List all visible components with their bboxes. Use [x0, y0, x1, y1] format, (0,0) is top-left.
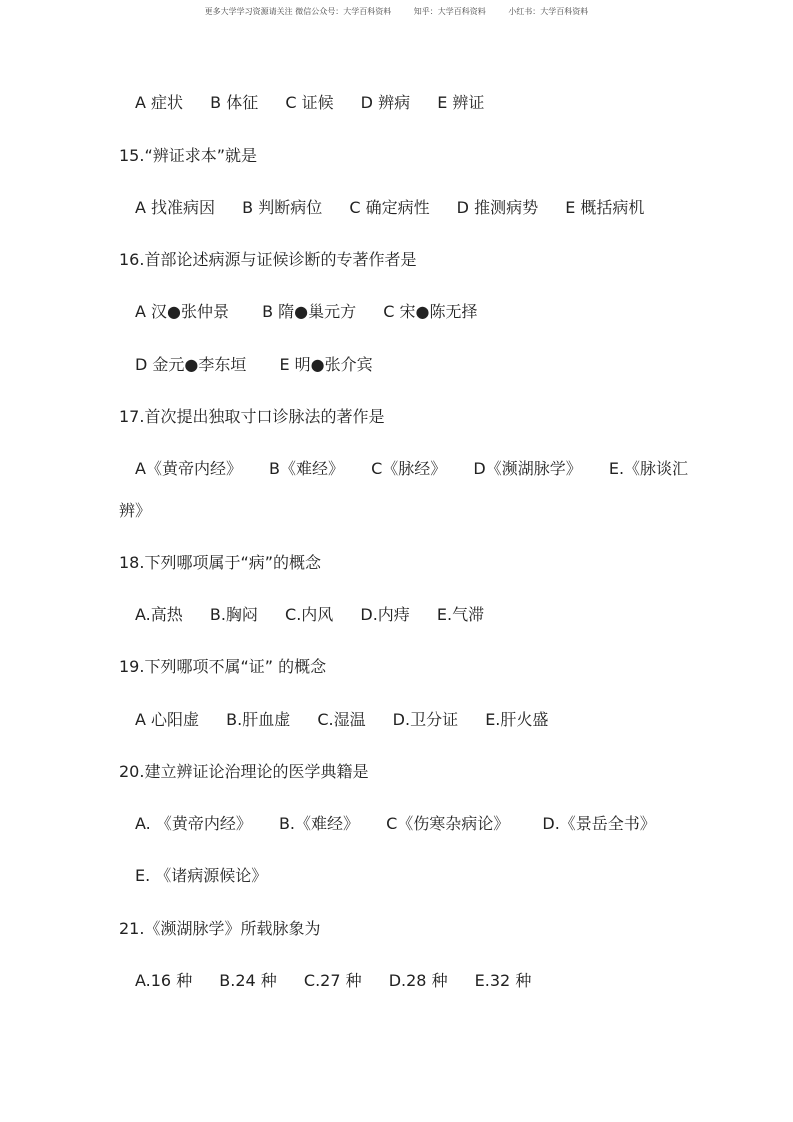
q17-option-e-continuation: 辨》	[119, 501, 152, 520]
option-d: D.卫分证	[392, 710, 459, 729]
q20-options	[135, 814, 678, 834]
option-d: D 辨病	[360, 93, 411, 112]
option-d: D 推测病势	[456, 198, 539, 217]
q16-options-row1	[135, 302, 499, 322]
option-a: A 汉●张仲景	[135, 302, 229, 321]
option-d: D 金元●李东垣	[135, 355, 247, 374]
option-a: A 症状	[135, 93, 184, 112]
option-d: D.28 种	[388, 971, 448, 990]
question-17: 17.首次提出独取寸口诊脉法的著作是	[119, 407, 385, 426]
q21-options	[135, 971, 553, 991]
q15-options	[135, 198, 666, 218]
option-e: E.32 种	[474, 971, 532, 990]
question-18: 18.下列哪项属于“病”的概念	[119, 553, 322, 572]
option-b: B.《难经》	[278, 814, 360, 833]
header-xiaohongshu: 小红书：大学百科资料	[508, 7, 589, 16]
option-b: B.肝血虚	[226, 710, 291, 729]
question-21: 21.《濒湖脉学》所载脉象为	[119, 919, 321, 938]
option-a: A. 《黄帝内经》	[135, 814, 252, 833]
header-wechat: 更多大学学习资源请关注 微信公众号：大学百科资料	[204, 7, 392, 16]
q17-options	[135, 459, 710, 479]
option-a: A《黄帝内经》	[135, 459, 242, 478]
option-a: A.16 种	[135, 971, 193, 990]
page-header	[0, 6, 793, 17]
q19-options	[135, 710, 570, 730]
option-c: C.27 种	[303, 971, 362, 990]
option-d: D.《景岳全书》	[542, 814, 656, 833]
option-b: B 隋●巢元方	[262, 302, 357, 321]
question-15: 15.“辨证求本”就是	[119, 146, 258, 165]
option-b: B《难经》	[269, 459, 345, 478]
option-b: B.胸闷	[209, 605, 258, 624]
option-b: B 体征	[210, 93, 259, 112]
option-a: A 找准病因	[135, 198, 216, 217]
option-e: E 辨证	[437, 93, 485, 112]
option-e: E 概括病机	[565, 198, 645, 217]
option-c: C《伤寒杂病论》	[386, 814, 510, 833]
option-c: C 宋●陈无择	[383, 302, 478, 321]
option-c: C《脉经》	[371, 459, 447, 478]
option-c: C.湿温	[317, 710, 366, 729]
option-c: C 证候	[285, 93, 334, 112]
option-c: C 确定病性	[349, 198, 430, 217]
option-b: B.24 种	[219, 971, 277, 990]
q14-options	[135, 93, 506, 113]
option-e: E.气滞	[436, 605, 485, 624]
option-c: C.内风	[285, 605, 334, 624]
question-20: 20.建立辨证论治理论的医学典籍是	[119, 762, 369, 781]
option-d: D.内痔	[360, 605, 410, 624]
q20-option-e: E. 《诸病源候论》	[135, 866, 268, 885]
option-b: B 判断病位	[242, 198, 323, 217]
question-16: 16.首部论述病源与证候诊断的专著作者是	[119, 250, 417, 269]
q18-options	[135, 605, 506, 625]
option-e: E.肝火盛	[485, 710, 549, 729]
option-a: A 心阳虚	[135, 710, 200, 729]
header-zhihu: 知乎：大学百科资料	[413, 7, 486, 16]
option-e: E.《脉谈汇	[608, 459, 689, 478]
option-a: A.高热	[135, 605, 183, 624]
question-19: 19.下列哪项不属“证” 的概念	[119, 657, 327, 676]
q16-options-row2	[135, 355, 395, 375]
option-e: E 明●张介宾	[279, 355, 373, 374]
option-d: D《濒湖脉学》	[473, 459, 582, 478]
